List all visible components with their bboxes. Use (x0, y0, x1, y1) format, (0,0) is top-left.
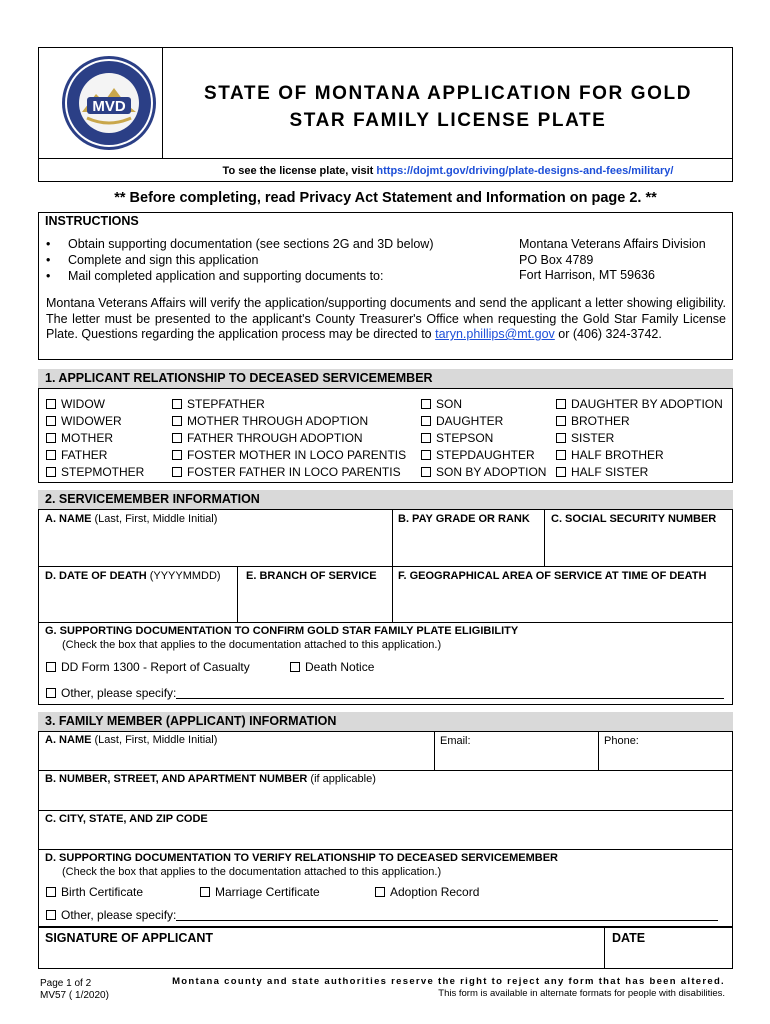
city-state-zip-label: C. CITY, STATE, AND ZIP CODE (45, 813, 208, 825)
phone-input[interactable] (642, 733, 732, 768)
pay-grade-label: B. PAY GRADE OR RANK (398, 513, 530, 525)
option-widow[interactable]: WIDOW (46, 397, 105, 411)
option-foster-father[interactable]: FOSTER FATHER IN LOCO PARENTIS (172, 465, 401, 479)
email-input[interactable] (474, 733, 596, 768)
instruction-item: • Obtain supporting documentation (see sections 2G and 3D below) (46, 237, 434, 251)
email-label: Email: (440, 735, 471, 747)
privacy-notice: ** Before completing, read Privacy Act Statement and Information on page 2. ** (114, 190, 657, 206)
footer-right (172, 976, 725, 1000)
checkbox[interactable] (46, 433, 56, 443)
option-widower[interactable]: WIDOWER (46, 414, 122, 428)
s2-other-specify-input[interactable] (176, 698, 724, 699)
s3-row2-bottom (38, 810, 733, 811)
mailing-address (519, 237, 706, 284)
street-input[interactable] (40, 787, 732, 808)
footer-left (40, 978, 109, 1002)
checkbox[interactable] (46, 662, 56, 672)
checkbox[interactable] (556, 433, 566, 443)
geo-area-input[interactable] (394, 585, 732, 620)
s2-row1-bottom (38, 566, 733, 567)
s2-row2-bottom (38, 622, 733, 623)
svg-text:MVD: MVD (92, 98, 126, 115)
date-of-death-label: D. DATE OF DEATH (YYYYMMDD) (45, 570, 221, 582)
date-input[interactable] (606, 946, 732, 967)
option-stepfather[interactable]: STEPFATHER (172, 397, 265, 411)
plate-visit-notice (163, 165, 733, 177)
city-state-zip-input[interactable] (40, 827, 732, 847)
s3-docs-hint: (Check the box that applies to the documentation attached to this application.) (62, 866, 442, 878)
checkbox[interactable] (200, 887, 210, 897)
notice-prefix: To see the license plate, visit (222, 165, 377, 177)
alteration-warning: Montana county and state authorities reserve the right to reject any form that has been altered. (172, 976, 725, 987)
address-line: Fort Harrison, MT 59636 (519, 268, 655, 282)
s2-docs-label: G. SUPPORTING DOCUMENTATION TO CONFIRM GOLD STAR FAMILY PLATE ELIGIBILITY (45, 625, 519, 637)
checkbox[interactable] (46, 910, 56, 920)
checkbox[interactable] (421, 450, 431, 460)
ssn-label: C. SOCIAL SECURITY NUMBER (551, 513, 717, 525)
checkbox[interactable] (375, 887, 385, 897)
option-father[interactable]: FATHER (46, 448, 107, 462)
signature-divider (604, 927, 605, 969)
checkbox[interactable] (556, 450, 566, 460)
checkbox[interactable] (421, 433, 431, 443)
option-adoption-record[interactable]: Adoption Record (375, 885, 479, 899)
option-foster-mother[interactable]: FOSTER MOTHER IN LOCO PARENTIS (172, 448, 406, 462)
pay-grade-input[interactable] (394, 528, 542, 564)
s3-row1-bottom (38, 770, 733, 771)
checkbox[interactable] (172, 450, 182, 460)
s3-docs-label: D. SUPPORTING DOCUMENTATION TO VERIFY RELATIONSHIP TO DECEASED SERVICEMEMBER (45, 852, 558, 864)
option-birth-certificate[interactable]: Birth Certificate (46, 885, 143, 899)
section3-title: 3. FAMILY MEMBER (APPLICANT) INFORMATION (38, 712, 733, 732)
servicemember-name-label: A. NAME (Last, First, Middle Initial) (45, 513, 218, 525)
option-half-brother[interactable]: HALF BROTHER (556, 448, 664, 462)
option-son[interactable]: SON (421, 397, 462, 411)
checkbox[interactable] (290, 662, 300, 672)
checkbox[interactable] (46, 416, 56, 426)
applicant-name-label: A. NAME (Last, First, Middle Initial) (45, 734, 218, 746)
option-mother-through-adoption[interactable]: MOTHER THROUGH ADOPTION (172, 414, 368, 428)
checkbox[interactable] (46, 688, 56, 698)
section2-title: 2. SERVICEMEMBER INFORMATION (38, 490, 733, 510)
branch-input[interactable] (239, 585, 390, 620)
option-stepdaughter[interactable]: STEPDAUGHTER (421, 448, 535, 462)
checkbox[interactable] (421, 416, 431, 426)
checkbox[interactable] (172, 399, 182, 409)
option-sister[interactable]: SISTER (556, 431, 614, 445)
option-mother[interactable]: MOTHER (46, 431, 113, 445)
s3-row1-divider-1 (434, 731, 435, 770)
option-son-by-adoption[interactable]: SON BY ADOPTION (421, 465, 546, 479)
option-marriage-certificate[interactable]: Marriage Certificate (200, 885, 320, 899)
s2-row1-divider-1 (392, 510, 393, 566)
checkbox[interactable] (172, 467, 182, 477)
contact-email-link[interactable]: taryn.phillips@mt.gov (435, 327, 555, 341)
form-title (163, 80, 733, 134)
checkbox[interactable] (556, 416, 566, 426)
option-father-through-adoption[interactable]: FATHER THROUGH ADOPTION (172, 431, 363, 445)
signature-input[interactable] (40, 946, 602, 967)
address-line: Montana Veterans Affairs Division (519, 237, 706, 251)
mvd-logo (60, 54, 158, 152)
option-death-notice[interactable]: Death Notice (290, 660, 374, 674)
date-of-death-input[interactable] (40, 585, 234, 620)
plate-designs-link[interactable]: https://dojmt.gov/driving/plate-designs-and-fees/military/ (376, 165, 674, 177)
option-daughter[interactable]: DAUGHTER (421, 414, 503, 428)
instruction-item: • Mail completed application and supporting documents to: (46, 269, 384, 283)
street-label: B. NUMBER, STREET, AND APARTMENT NUMBER (if applicable) (45, 773, 376, 785)
address-line: PO Box 4789 (519, 252, 594, 267)
checkbox[interactable] (46, 467, 56, 477)
instruction-item: • Complete and sign this application (46, 253, 259, 267)
form-title-line1: STATE OF MONTANA APPLICATION FOR GOLD (203, 83, 693, 104)
checkbox[interactable] (46, 450, 56, 460)
option-stepmother[interactable]: STEPMOTHER (46, 465, 144, 479)
alternate-formats-note: This form is available in alternate formats for people with disabilities. (438, 988, 725, 999)
instructions-heading: INSTRUCTIONS (45, 214, 139, 228)
branch-label: E. BRANCH OF SERVICE (246, 570, 377, 582)
s2-row1-divider-2 (544, 510, 545, 566)
s3-row3-bottom (38, 849, 733, 850)
checkbox[interactable] (46, 887, 56, 897)
servicemember-name-input[interactable] (40, 528, 390, 564)
option-dd-form-1300[interactable]: DD Form 1300 - Report of Casualty (46, 660, 250, 674)
option-daughter-by-adoption[interactable]: DAUGHTER BY ADOPTION (556, 397, 723, 411)
phone-label: Phone: (604, 735, 639, 747)
instructions-list (46, 236, 434, 284)
option-brother[interactable]: BROTHER (556, 414, 630, 428)
checkbox[interactable] (421, 399, 431, 409)
page-number: Page 1 of 2 (40, 978, 92, 989)
applicant-name-input[interactable] (40, 748, 432, 768)
option-s2-other[interactable]: Other, please specify: (46, 686, 176, 700)
checkbox[interactable] (556, 467, 566, 477)
instructions-paragraph: Montana Veterans Affairs will verify the application/supporting documents and send the applicant a letter showing eligibility. The letter must be presented to the applicant's County Treasurer's Office when requesting the Gold Star Family License Plate. Questions regarding the application process may be directed to taryn.phillips@mt.gov or (406) 324-3742. (46, 296, 726, 341)
geo-area-label: F. GEOGRAPHICAL AREA OF SERVICE AT TIME OF DEATH (398, 570, 707, 582)
mvd-seal-icon (60, 54, 158, 152)
option-stepson[interactable]: STEPSON (421, 431, 493, 445)
header-bottom-rule (38, 158, 733, 159)
option-s3-other[interactable]: Other, please specify: (46, 908, 176, 922)
checkbox[interactable] (172, 416, 182, 426)
s3-row1-divider-2 (598, 731, 599, 770)
checkbox[interactable] (556, 399, 566, 409)
form-title-line2: STAR FAMILY LICENSE PLATE (289, 110, 607, 131)
ssn-input[interactable] (546, 528, 732, 564)
checkbox[interactable] (46, 399, 56, 409)
option-half-sister[interactable]: HALF SISTER (556, 465, 648, 479)
section1-title: 1. APPLICANT RELATIONSHIP TO DECEASED SERVICEMEMBER (38, 369, 733, 389)
signature-label: SIGNATURE OF APPLICANT (45, 931, 214, 945)
checkbox[interactable] (172, 433, 182, 443)
s2-docs-hint: (Check the box that applies to the documentation attached to this application.) (62, 639, 442, 651)
s2-row2-divider-1 (237, 566, 238, 622)
s3-other-specify-input[interactable] (176, 920, 718, 921)
form-id: MV57 ( 1/2020) (40, 990, 109, 1001)
s2-row2-divider-2 (392, 566, 393, 622)
date-label: DATE (612, 931, 646, 945)
checkbox[interactable] (421, 467, 431, 477)
